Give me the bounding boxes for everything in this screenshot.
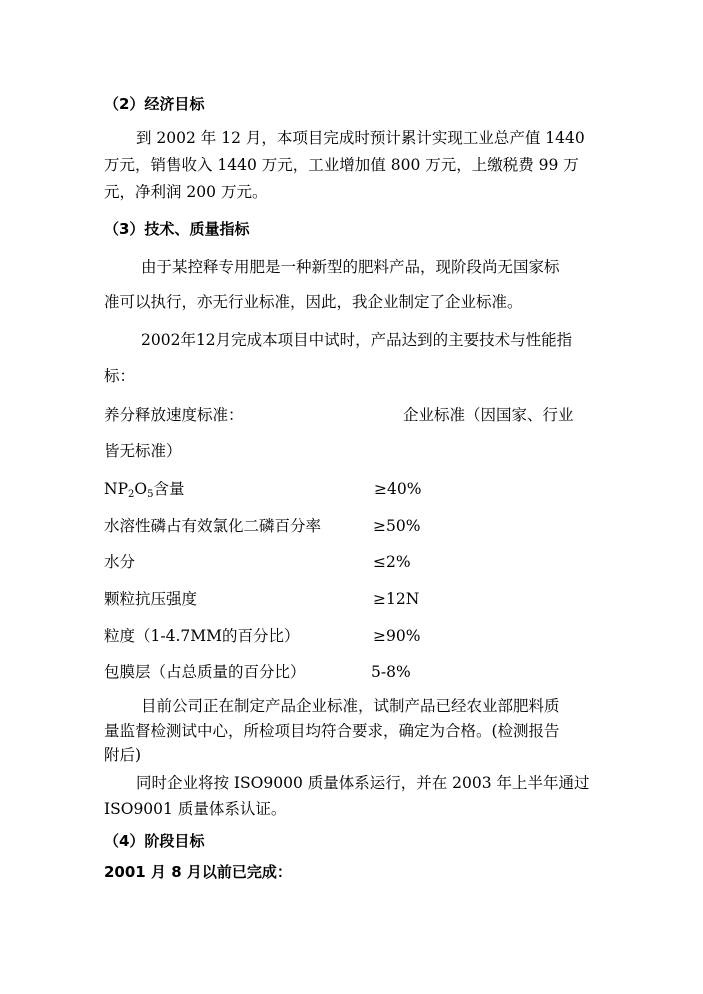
release-rate-value-line-1: 企业标准（因国家、行业 xyxy=(403,406,574,424)
spec-name-crush-strength: 颗粒抗压强度 xyxy=(104,590,198,608)
release-rate-value-line-2: 皆无标准） xyxy=(104,442,182,460)
economic-para-line-2: 万元，销售收入 1440 万元，工业增加值 800 万元，上缴税费 99 万 xyxy=(104,156,579,174)
tech-para1-line-1: 由于某控释专用肥是一种新型的肥料产品，现阶段尚无国家标 xyxy=(141,258,560,276)
tech-para3-line-1: 目前公司正在制定产品企业标准，试制产品已经农业部肥料质 xyxy=(141,697,560,715)
tech-para1-line-2: 准可以执行，亦无行业标准，因此，我企业制定了企业标准。 xyxy=(104,293,523,311)
spec-value-coating: 5-8% xyxy=(371,663,411,681)
spec-name-coating: 包膜层（占总质量的百分比） xyxy=(104,663,306,681)
section-heading-economic: （2）经济目标 xyxy=(104,95,205,113)
section-heading-technical: （3）技术、质量指标 xyxy=(104,220,250,238)
tech-para2-line-1: 2002年12月完成本项目中试时，产品达到的主要技术与性能指 xyxy=(141,331,573,349)
spec-value-granularity: ≥90% xyxy=(373,627,421,645)
spec-value-crush-strength: ≥12N xyxy=(373,590,420,608)
spec-name-moisture: 水分 xyxy=(104,553,136,571)
tech-para2-line-2: 标： xyxy=(104,367,136,385)
tech-para4-line-2: ISO9001 质量体系认证。 xyxy=(104,800,287,818)
economic-para-line-1: 到 2002 年 12 月，本项目完成时预计累计实现工业总产值 1440 xyxy=(136,129,585,147)
section-heading-stage-goals: （4）阶段目标 xyxy=(104,832,205,850)
spec-name-water-soluble-p: 水溶性磷占有效氯化二磷百分率 xyxy=(104,517,322,535)
economic-para-line-3: 元，净利润 200 万元。 xyxy=(104,183,268,201)
release-rate-label: 养分释放速度标准： xyxy=(104,406,244,424)
spec-value-np2o5: ≥40% xyxy=(374,480,422,498)
spec-value-moisture: ≤2% xyxy=(373,553,411,571)
spec-value-water-soluble-p: ≥50% xyxy=(373,517,421,535)
tech-para3-line-2: 量监督检测试中心，所检项目均符合要求，确定为合格。(检测报告 xyxy=(104,722,560,740)
tech-para3-line-3: 附后) xyxy=(104,746,142,764)
stage-goals-subheading: 2001 月 8 月以前已完成： xyxy=(104,863,292,881)
spec-name-np2o5: $NP_2O_5$含量 xyxy=(104,480,185,500)
tech-para4-line-1: 同时企业将按 ISO9000 质量体系运行，并在 2003 年上半年通过 xyxy=(136,774,590,792)
spec-name-granularity: 粒度（1-4.7MM的百分比） xyxy=(104,627,300,645)
